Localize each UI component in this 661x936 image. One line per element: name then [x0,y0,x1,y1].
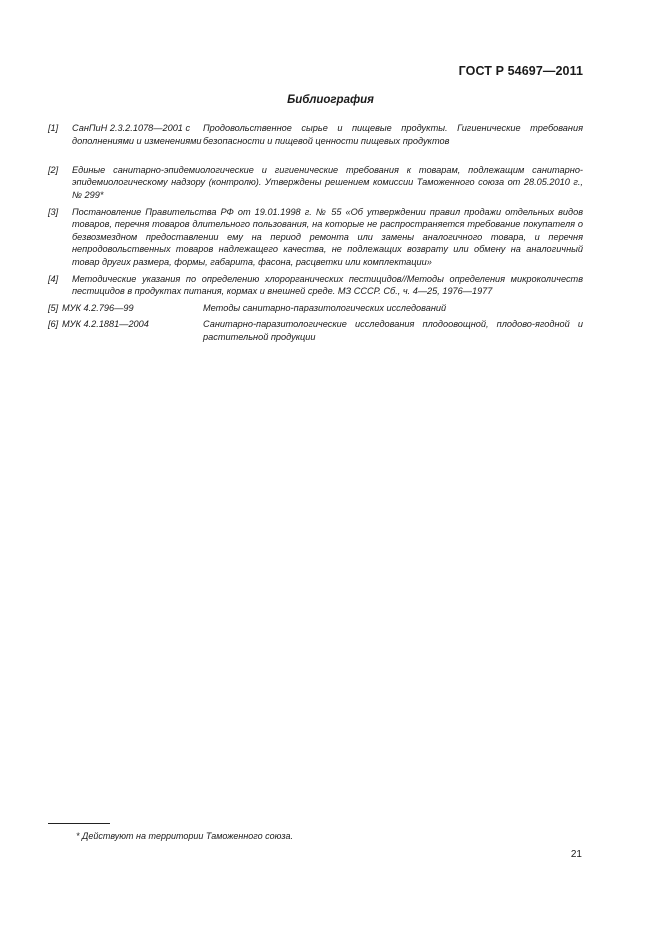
entry-code: СанПиН 2.3.2.1078—2001 с дополнениями и изменениями [72,123,202,146]
entry-text: Единые санитарно-эпидемиологические и гигиенические требования к товарам, подлежащим санитарно-эпидемиологическому надзору (контролю). Утверждены решением комиссии Таможенного союза от 28.05.2010 г., № 299* [72,164,583,200]
document-standard-code: ГОСТ Р 54697—2011 [458,64,583,78]
bibliography-list [48,122,583,348]
entry-number: [6] [48,319,59,330]
bibliography-entry-1 [48,122,583,160]
entry-text: Постановление Правительства РФ от 19.01.1998 г. № 55 «Об утверждении правил продажи отдельных видов товаров, перечня товаров длительного пользования, на которые не распространяется требование покупателя о безвозмездном предоставлении ему на период ремонта или замены аналогичного товара, и перечня непродовольственных товаров надлежащего качества, не подлежащих возврату или обмену на аналогичный товар других размера, формы, габарита, фасона, расцветки или комплектации» [72,206,583,267]
bibliography-entry-2 [48,164,583,202]
entry-number: [4] [48,273,59,284]
bibliography-entry-3 [48,206,583,269]
bibliography-entry-5 [48,302,583,315]
entry-code: МУК 4.2.1881—2004 [62,319,149,330]
entry-description: Санитарно-паразитологические исследования плодоовощной, плодово-ягодной и растительной продукции [203,319,583,342]
entry-text: Методические указания по определению хлорорганических пестицидов//Методы определения микроколичеств пестицидов в продуктах питания, кормах и внешней среде. МЗ СССР. Сб., ч. 4—25, 1976—1977 [72,273,583,297]
entry-number: [1] [48,123,59,133]
page-number: 21 [570,849,582,860]
bibliography-entry-6 [48,318,583,343]
entry-code: МУК 4.2.796—99 [62,302,134,313]
footnote: * Действуют на территории Таможенного союза. [76,831,294,841]
entry-number: [2] [48,164,59,175]
entry-number: [5] [48,302,59,313]
footnote-divider [48,823,110,824]
bibliography-entry-4 [48,273,583,298]
entry-number: [3] [48,206,59,217]
entry-description: Методы санитарно-паразитологических исследований [203,302,447,313]
entry-description: Продовольственное сырье и пищевые продукты. Гигиенические требования безопасности и пищевой ценности пищевых продуктов [203,123,583,146]
bibliography-title: Библиография [287,94,374,106]
